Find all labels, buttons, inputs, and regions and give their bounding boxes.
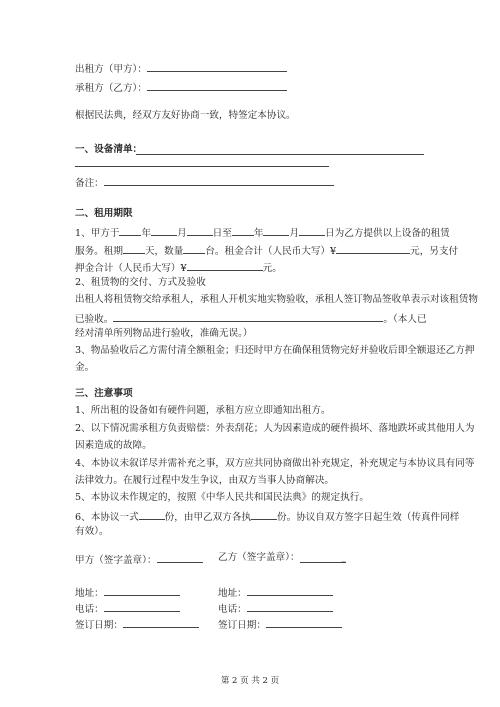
p3-line1: 3、物品验收后乙方需付清全额租金；归还时甲方在确保租赁物完好并验收后即全额退还乙方押 — [75, 345, 475, 356]
p1-text-c: 月 — [177, 228, 187, 239]
notice-item-6b: 有效）。 — [75, 526, 109, 537]
p1-text-f: 月 — [289, 228, 300, 239]
party-a-sign-line — [75, 553, 203, 566]
rental-amount-line — [75, 244, 458, 257]
rental-period-line — [75, 226, 450, 239]
lessee-field[interactable] — [147, 81, 287, 91]
notice-item-2a: 2、以下情况需承租方负责赔偿：外表刮花；人为因素造成的硬件损坏、落地跌坏或其他用人为 — [75, 423, 475, 434]
acceptance-field[interactable] — [113, 312, 383, 322]
section2-heading — [75, 209, 133, 219]
party-a-date-label: 签订日期： — [75, 620, 123, 631]
p1-text-l: 押金合计（人民币大写）¥ — [75, 263, 187, 274]
p1-text-g: 日为乙方提供以上设备的租赁 — [325, 228, 450, 239]
p1-text-e: 年 — [253, 228, 264, 239]
start-day-field[interactable] — [187, 226, 213, 236]
p1-text-j: 台。租金合计（人民币大写）¥ — [205, 246, 337, 257]
party-b-phone-line — [218, 602, 333, 615]
section3-heading — [75, 389, 133, 399]
p2-title: 2、租赁物的交付、方式及验收 — [75, 277, 206, 288]
party-b-sign-line — [218, 553, 346, 563]
equipment-list-line-2[interactable] — [75, 166, 329, 167]
p1-text-m: 元。 — [262, 263, 282, 274]
copies-each-field[interactable] — [251, 510, 277, 520]
party-a-date-field[interactable] — [123, 618, 199, 628]
note-label: 备注： — [75, 178, 104, 189]
i6-text-a: 6、本协议一式 — [75, 512, 139, 523]
notice-item-5: 5、本协议未作规定的，按照《中华人民共和国民法典》的规定执行。 — [75, 492, 369, 503]
i6-text-b: 份，由甲乙双方各执 — [164, 512, 252, 523]
section3-title: 三、注意事项 — [75, 388, 133, 399]
party-a-phone-field[interactable] — [104, 602, 180, 612]
notice-item-4b: 法律效力。在履行过程中发生争议，由双方当事人协商解决。 — [75, 475, 335, 486]
p2-text-a: 已验收。 — [75, 314, 114, 325]
party-b-phone-label: 电话： — [218, 604, 247, 615]
i6-text-c: 份。协议自双方签字日起生效（传真件同样 — [277, 512, 460, 523]
note-line — [75, 176, 334, 189]
party-b-phone-field[interactable] — [247, 602, 333, 612]
p1-text-d: 日至 — [212, 228, 232, 239]
equipment-list-line-1[interactable] — [136, 154, 424, 155]
party-b-address-field[interactable] — [247, 586, 333, 596]
notice-item-2b: 因素造成的故障。 — [75, 440, 152, 451]
section1-title: 一、设备清单： — [75, 144, 143, 155]
note-field[interactable] — [104, 176, 334, 186]
page-footer: 第 2 页 共 2 页 — [220, 676, 280, 686]
start-month-field[interactable] — [151, 226, 177, 236]
p2-line2 — [75, 312, 427, 325]
p1-text-a: 1、甲方于 — [75, 228, 120, 239]
p3-line2: 金。 — [75, 362, 95, 373]
days-field[interactable] — [123, 244, 145, 254]
end-month-field[interactable] — [263, 226, 289, 236]
party-b-date-label: 签订日期： — [218, 620, 266, 631]
copies-field[interactable] — [139, 510, 165, 520]
end-year-field[interactable] — [232, 226, 254, 236]
party-a-address-field[interactable] — [104, 586, 180, 596]
p1-text-k: 元，另支付 — [410, 246, 459, 257]
p1-text-b: 年 — [141, 228, 152, 239]
section1-heading — [75, 145, 142, 155]
party-b-address-label: 地址： — [218, 588, 247, 599]
notice-item-1: 1、所出租的设备如有硬件问题，承租方应立即通知出租方。 — [75, 405, 331, 416]
lessee-line — [75, 81, 287, 94]
party-b-address-line — [218, 586, 333, 599]
party-a-phone-line — [75, 602, 180, 615]
party-a-phone-label: 电话： — [75, 604, 104, 615]
party-a-address-line — [75, 586, 180, 599]
notice-item-6a — [75, 510, 459, 523]
p1-text-h: 服务。租期 — [75, 246, 123, 257]
p2-line1: 出租人将租赁物交给承租人，承租人开机实地实物验收，承租人签订物品签收单表示对该租赁物 — [75, 294, 478, 305]
party-a-address-label: 地址： — [75, 588, 104, 599]
quantity-field[interactable] — [183, 244, 205, 254]
deposit-line — [75, 261, 282, 274]
lessee-label: 承租方（乙方）： — [75, 83, 147, 94]
party-b-sign-label: 乙方（签字盖章）： — [218, 552, 300, 563]
party-a-date-line — [75, 618, 199, 631]
notice-item-4a: 4、本协议未叙详尽并需补充之事，双方应共同协商做出补充规定，补充规定与本协议具有同等 — [75, 458, 475, 469]
p2-text-b: 。（本人已 — [383, 314, 427, 325]
lessor-line — [75, 62, 287, 75]
party-b-date-field[interactable] — [266, 618, 342, 628]
party-a-sign-field[interactable] — [157, 553, 203, 563]
party-b-date-line — [218, 618, 342, 631]
p2-line3: 经对清单所列物品进行验收，准确无误。） — [75, 328, 253, 339]
party-a-sign-label: 甲方（签字盖章）： — [75, 555, 157, 566]
section2-title: 二、租用期限 — [75, 208, 133, 219]
lessor-label: 出租方（甲方）： — [75, 64, 147, 75]
start-year-field[interactable] — [119, 226, 141, 236]
end-day-field[interactable] — [299, 226, 325, 236]
lessor-field[interactable] — [147, 62, 287, 72]
rent-total-field[interactable] — [336, 244, 410, 254]
party-b-sign-field[interactable]: _ — [300, 553, 346, 563]
deposit-total-field[interactable] — [187, 261, 263, 271]
intro-text: 根据民法典，经双方友好协商一致，特签定本协议。 — [75, 110, 296, 121]
p1-text-i: 天，数量 — [144, 246, 184, 257]
